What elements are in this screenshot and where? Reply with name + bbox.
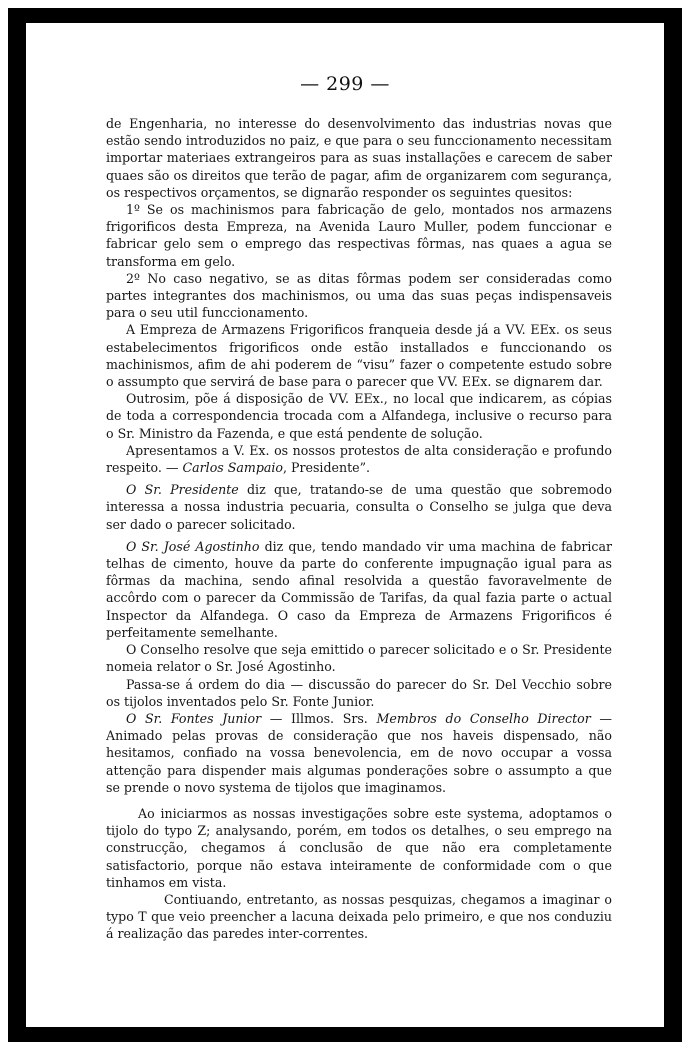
signatory-name: Carlos Sampaio xyxy=(182,460,284,476)
page-number: — 299 — xyxy=(300,73,390,95)
paragraph-question-2: 2º No caso negativo, se as ditas fôrmas podem ser consideradas como partes integrantes dos machinismos, ou uma das suas peças indispensaveis para o seu util funccionamento. xyxy=(106,270,612,321)
document-page xyxy=(26,23,664,1027)
speech-text: — Animado pelas provas de consideração que nos haveis dispensado, não hesitamos, confiado na vossa benevolencia, em de novo occupar a vossa attenção para dispender mais algumas ponderações sobre o assumpto a que se prende o novo systema de tijolos que imaginamos. xyxy=(106,710,612,795)
closing-title: , Presidente”. xyxy=(283,460,371,476)
paragraph-resolution: O Conselho resolve que seja emittido o parecer solicitado e o Sr. Presidente nomeia relator o Sr. José Agostinho. xyxy=(106,642,612,675)
paragraph-fontes-junior xyxy=(106,710,612,796)
paragraph-continuing: Contiuando, entretanto, as nossas pesquizas, chegamos a imaginar o typo T que veio preencher a lacuna deixada pelo primeiro, e que nos conduziu á realização das paredes inter-correntes. xyxy=(106,891,612,942)
paragraph-investigations: Ao iniciarmos as nossas investigações sobre este systema, adoptamos o tijolo do typo Z; analysando, porém, em todos os detalhes, o seu emprego na construcção, chegamos á conclusão de que não era completamente satisfactorio, porque não estava inteiramente de conformidade com o que tinhamos em vista. xyxy=(106,805,612,890)
paragraph-jose-agostinho xyxy=(106,538,612,641)
page-border xyxy=(8,8,682,1042)
speech-text: diz que, tratando-se de uma questão que sobremodo interessa a nossa industria pecuaria, consulta o Conselho se julga que deva ser dado o parecer solicitado. xyxy=(106,482,612,532)
salutation-text: — Illmos. Srs. xyxy=(261,710,377,726)
paragraph-order-of-day: Passa-se á ordem do dia — discussão do parecer do Sr. Del Vecchio sobre os tijolos inventados pelo Sr. Fonte Junior. xyxy=(106,676,612,709)
speech-text: diz que, tendo mandado vir uma machina de fabricar telhas de cimento, houve da parte do conferente impugnação igual para as fôrmas da machina, sendo afinal resolvida a questão favoravelmente de accôrdo com o parecer da Commissão de Tarifas, da qual fazia parte o actual Inspector da Alfandega. O caso da Empreza de Armazens Frigorificos é perfeitamente semelhante. xyxy=(106,538,612,640)
paragraph-intro-continuation: de Engenharia, no interesse do desenvolvimento das industrias novas que estão sendo introduzidos no paiz, e que para o seu funccionamento necessitam importar materiaes extrangeiros para as suas installações e carecem de saber quaes são os direitos que terão de pagar, afim de organizarem com segurança, os respectivos orçamentos, se dignarão responder os seguintes quesitos: xyxy=(106,116,612,200)
speaker-name: O Sr. Fontes Junior xyxy=(126,710,262,726)
paragraph-question-1: 1º Se os machinismos para fabricação de gelo, montados nos armazens frigorificos desta Empreza, na Avenida Lauro Muller, podem funccionar e fabricar gelo sem o emprego das respectivas fôrmas, nas quaes a agua se transforma em gelo. xyxy=(106,202,612,269)
paragraph-closing xyxy=(106,442,612,476)
document-body xyxy=(106,115,612,943)
speaker-name: O Sr. Presidente xyxy=(126,482,239,498)
speaker-name: O Sr. José Agostinho xyxy=(126,538,260,554)
closing-text: Apresentamos a V. Ex. os nossos protestos de alta consideração e profundo respeito. — xyxy=(106,442,612,476)
paragraph-offer: A Empreza de Armazens Frigorificos franqueia desde já a VV. EEx. os seus estabelecimentos frigorificos onde estão installados e funccionando os machinismos, afim de ahi poderem de “visu” fazer o competente estudo sobre o assumpto que servirá de base para o parecer que VV. EEx. se dignarem dar. xyxy=(106,322,612,390)
addressee: Membros do Conselho Director xyxy=(376,710,591,726)
paragraph-outrosim: Outrosim, põe á disposição de VV. EEx., no local que indicarem, as cópias de toda a correspondencia trocada com a Alfandega, inclusive o recurso para o Sr. Ministro da Fazenda, e que está pendente de solução. xyxy=(106,391,612,441)
paragraph-presidente xyxy=(106,481,612,533)
